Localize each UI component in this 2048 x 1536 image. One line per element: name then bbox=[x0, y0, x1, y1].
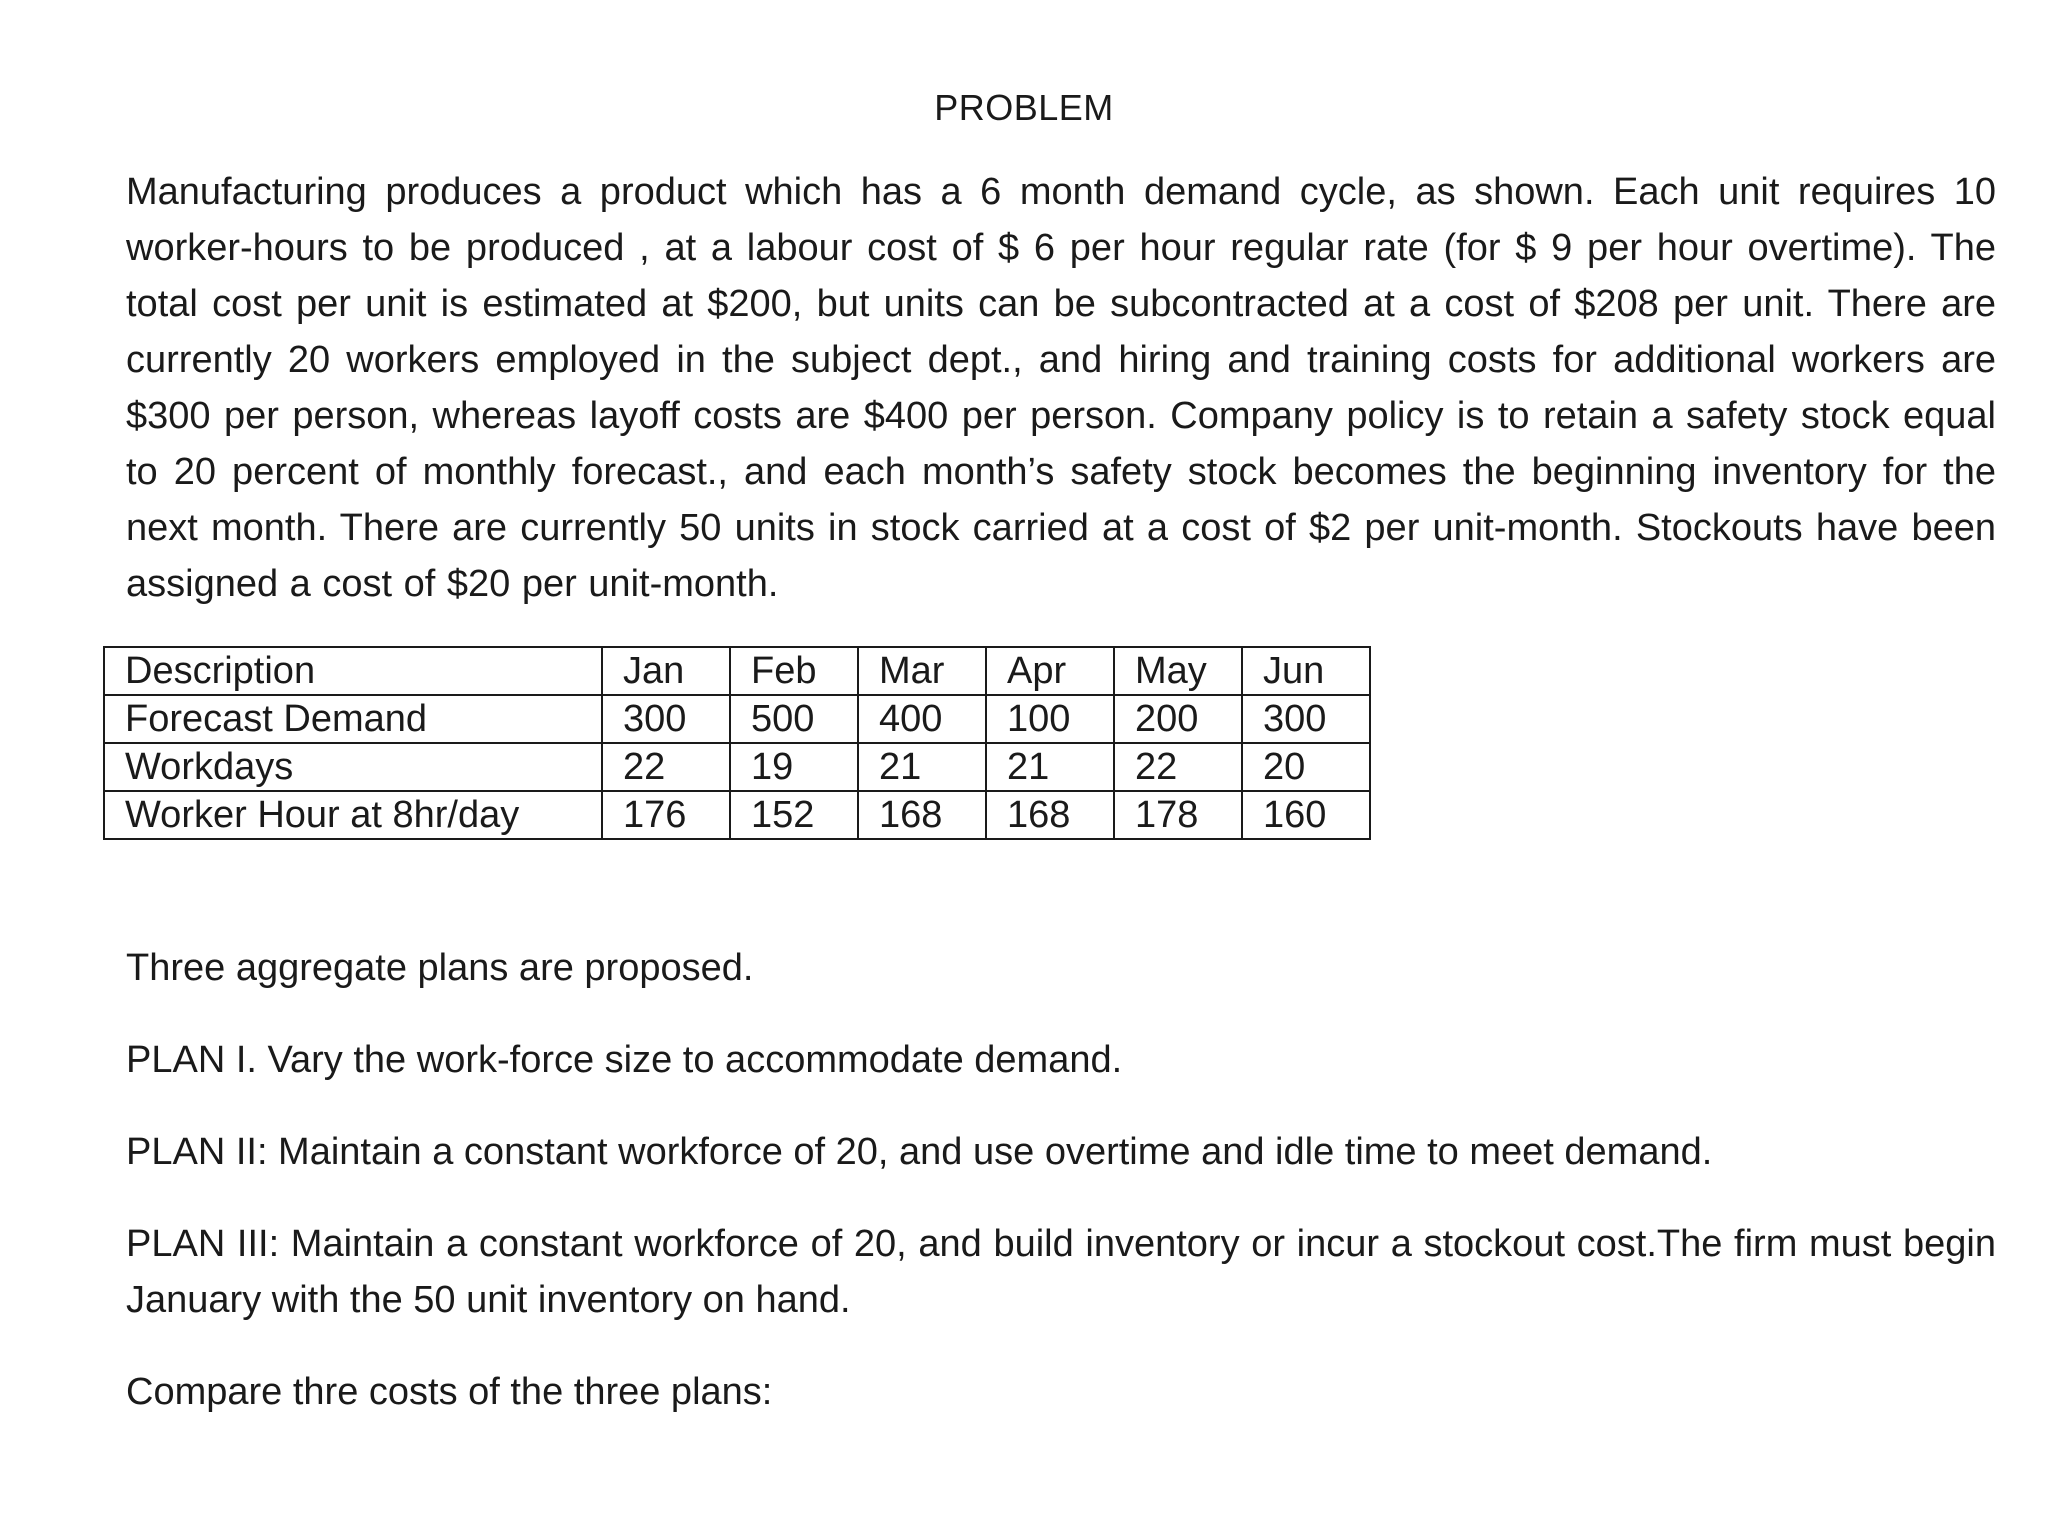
table-row bbox=[104, 791, 1370, 839]
table-cell: 400 bbox=[858, 695, 986, 743]
table-cell: 100 bbox=[986, 695, 1114, 743]
table-row bbox=[104, 743, 1370, 791]
table-header-cell: Jun bbox=[1242, 647, 1370, 695]
table-row bbox=[104, 695, 1370, 743]
plan-1-text: PLAN I. Vary the work-force size to accommodate demand. bbox=[126, 1039, 1123, 1081]
table-cell: 178 bbox=[1114, 791, 1242, 839]
table-cell: 19 bbox=[730, 743, 858, 791]
page-title: PROBLEM bbox=[934, 87, 1114, 128]
table-header-cell: Feb bbox=[730, 647, 858, 695]
closing-question: Compare thre costs of the three plans: bbox=[126, 1371, 773, 1413]
table-cell: 300 bbox=[602, 695, 730, 743]
plan-3-text: PLAN III: Maintain a constant workforce of 20, and build inventory or incur a stockout cost.The firm must begin January with the 50 unit inventory on hand. bbox=[126, 1223, 1996, 1321]
demand-table bbox=[103, 646, 1371, 840]
table-header-cell: May bbox=[1114, 647, 1242, 695]
table-cell: 168 bbox=[858, 791, 986, 839]
plans-intro: Three aggregate plans are proposed. bbox=[126, 947, 754, 989]
plan-2-text: PLAN II: Maintain a constant workforce of 20, and use overtime and idle time to meet demand. bbox=[126, 1131, 1713, 1173]
table-cell: 152 bbox=[730, 791, 858, 839]
table-cell: 200 bbox=[1114, 695, 1242, 743]
table-cell: 500 bbox=[730, 695, 858, 743]
problem-description: Manufacturing produces a product which has a 6 month demand cycle, as shown. Each unit requires 10 worker-hours to be produced , at a labour cost of $ 6 per hour regular rate (for $ 9 per hour overtime). The total cost per unit is estimated at $200, but units can be subcontracted at a cost of $208 per unit. There are currently 20 workers employed in the subject dept., and hiring and training costs for additional workers are $300 per person, whereas layoff costs are $400 per person. Company policy is to retain a safety stock equal to 20 percent of monthly forecast., and each month’s safety stock becomes the beginning inventory for the next month. There are currently 50 units in stock carried at a cost of $2 per unit-month. Stockouts have been assigned a cost of $20 per unit-month. bbox=[126, 171, 1996, 605]
table-header-cell: Jan bbox=[602, 647, 730, 695]
table-header-cell: Apr bbox=[986, 647, 1114, 695]
table-cell: Forecast Demand bbox=[104, 695, 602, 743]
table-header-row bbox=[104, 647, 1370, 695]
table-cell: 176 bbox=[602, 791, 730, 839]
table-cell: Workdays bbox=[104, 743, 602, 791]
table-cell: 21 bbox=[986, 743, 1114, 791]
table-cell: 22 bbox=[602, 743, 730, 791]
table-cell: 160 bbox=[1242, 791, 1370, 839]
table-cell: 168 bbox=[986, 791, 1114, 839]
table-cell: 21 bbox=[858, 743, 986, 791]
table-cell: 22 bbox=[1114, 743, 1242, 791]
table-cell: Worker Hour at 8hr/day bbox=[104, 791, 602, 839]
table-header-cell: Mar bbox=[858, 647, 986, 695]
table-cell: 20 bbox=[1242, 743, 1370, 791]
table-cell: 300 bbox=[1242, 695, 1370, 743]
table-header-cell: Description bbox=[104, 647, 602, 695]
